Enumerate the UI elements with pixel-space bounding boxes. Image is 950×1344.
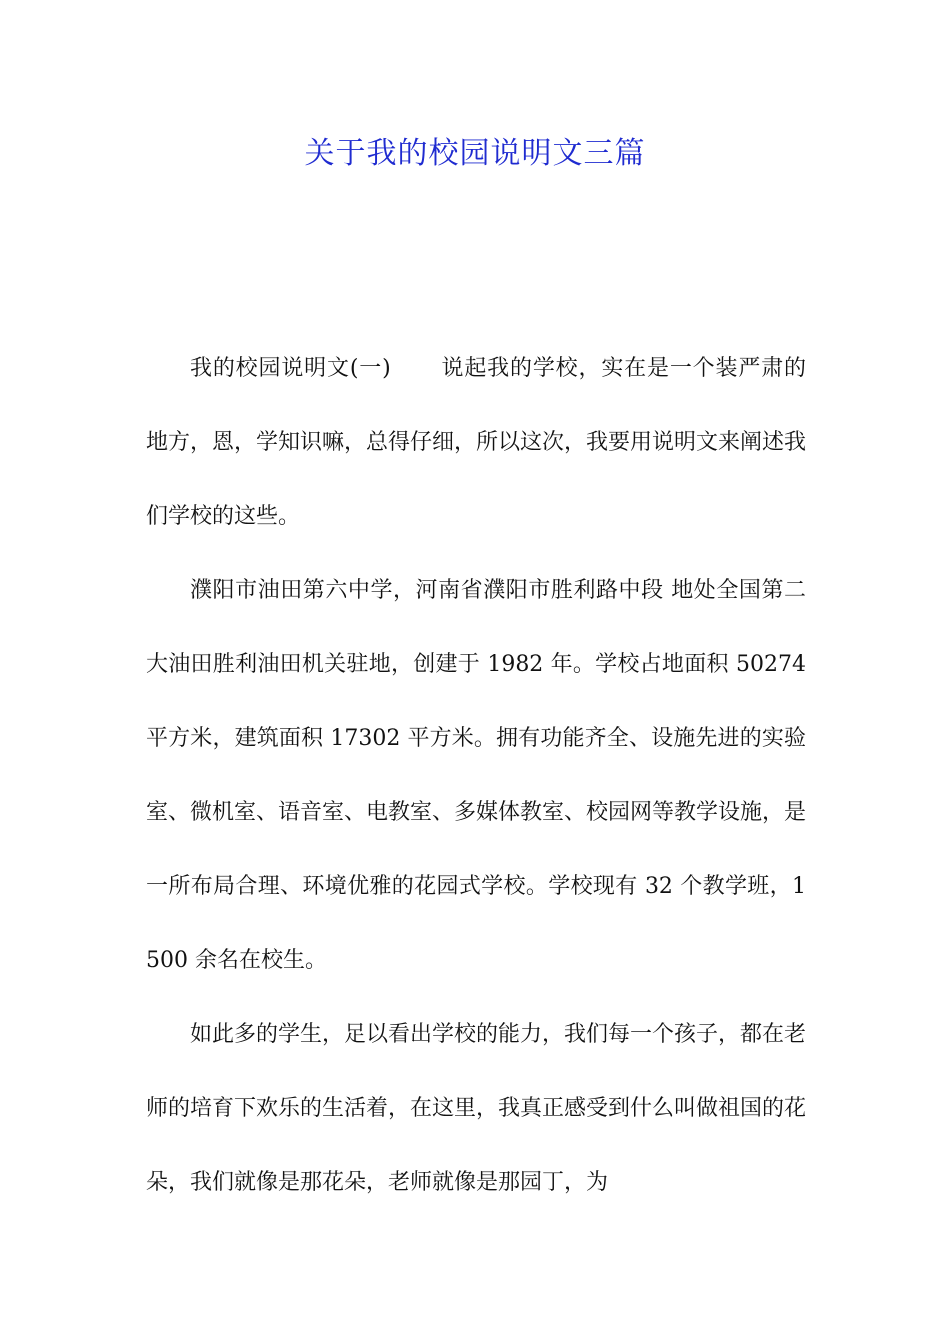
paragraph-3: 如此多的学生，足以看出学校的能力，我们每一个孩子，都在老师的培育下欢乐的生活着，在这里，我真正感受到什么叫做祖国的花朵，我们就像是那花朵，老师就像是那园丁，为 <box>146 1022 807 1195</box>
paragraph-1 <box>146 332 806 554</box>
document-title: 关于我的校园说明文三篇 <box>304 136 646 171</box>
paragraph-1-text: 说起我的学校，实在是一个装严肃的地方，恩，学知识嘛，总得仔细，所以这次，我要用说明文来阐述我们学校的这些。 <box>146 356 807 529</box>
section-heading-inline: 我的校园说明文(一) <box>190 356 391 381</box>
document-body <box>146 332 806 1220</box>
paragraph-2: 濮阳市油田第六中学，河南省濮阳市胜利路中段 地处全国第二大油田胜利油田机关驻地，创建于 1982 年。学校占地面积 50274 平方米，建筑面积 17302 平方米。拥有功能齐全、设施先进的实验室、微机室、语音室、电教室、多媒体教室、校园网等教学设施，是一所布局合理、环境优雅的花园式学校。学校现有 32 个教学班，1500 余名在校生。 <box>146 578 807 973</box>
